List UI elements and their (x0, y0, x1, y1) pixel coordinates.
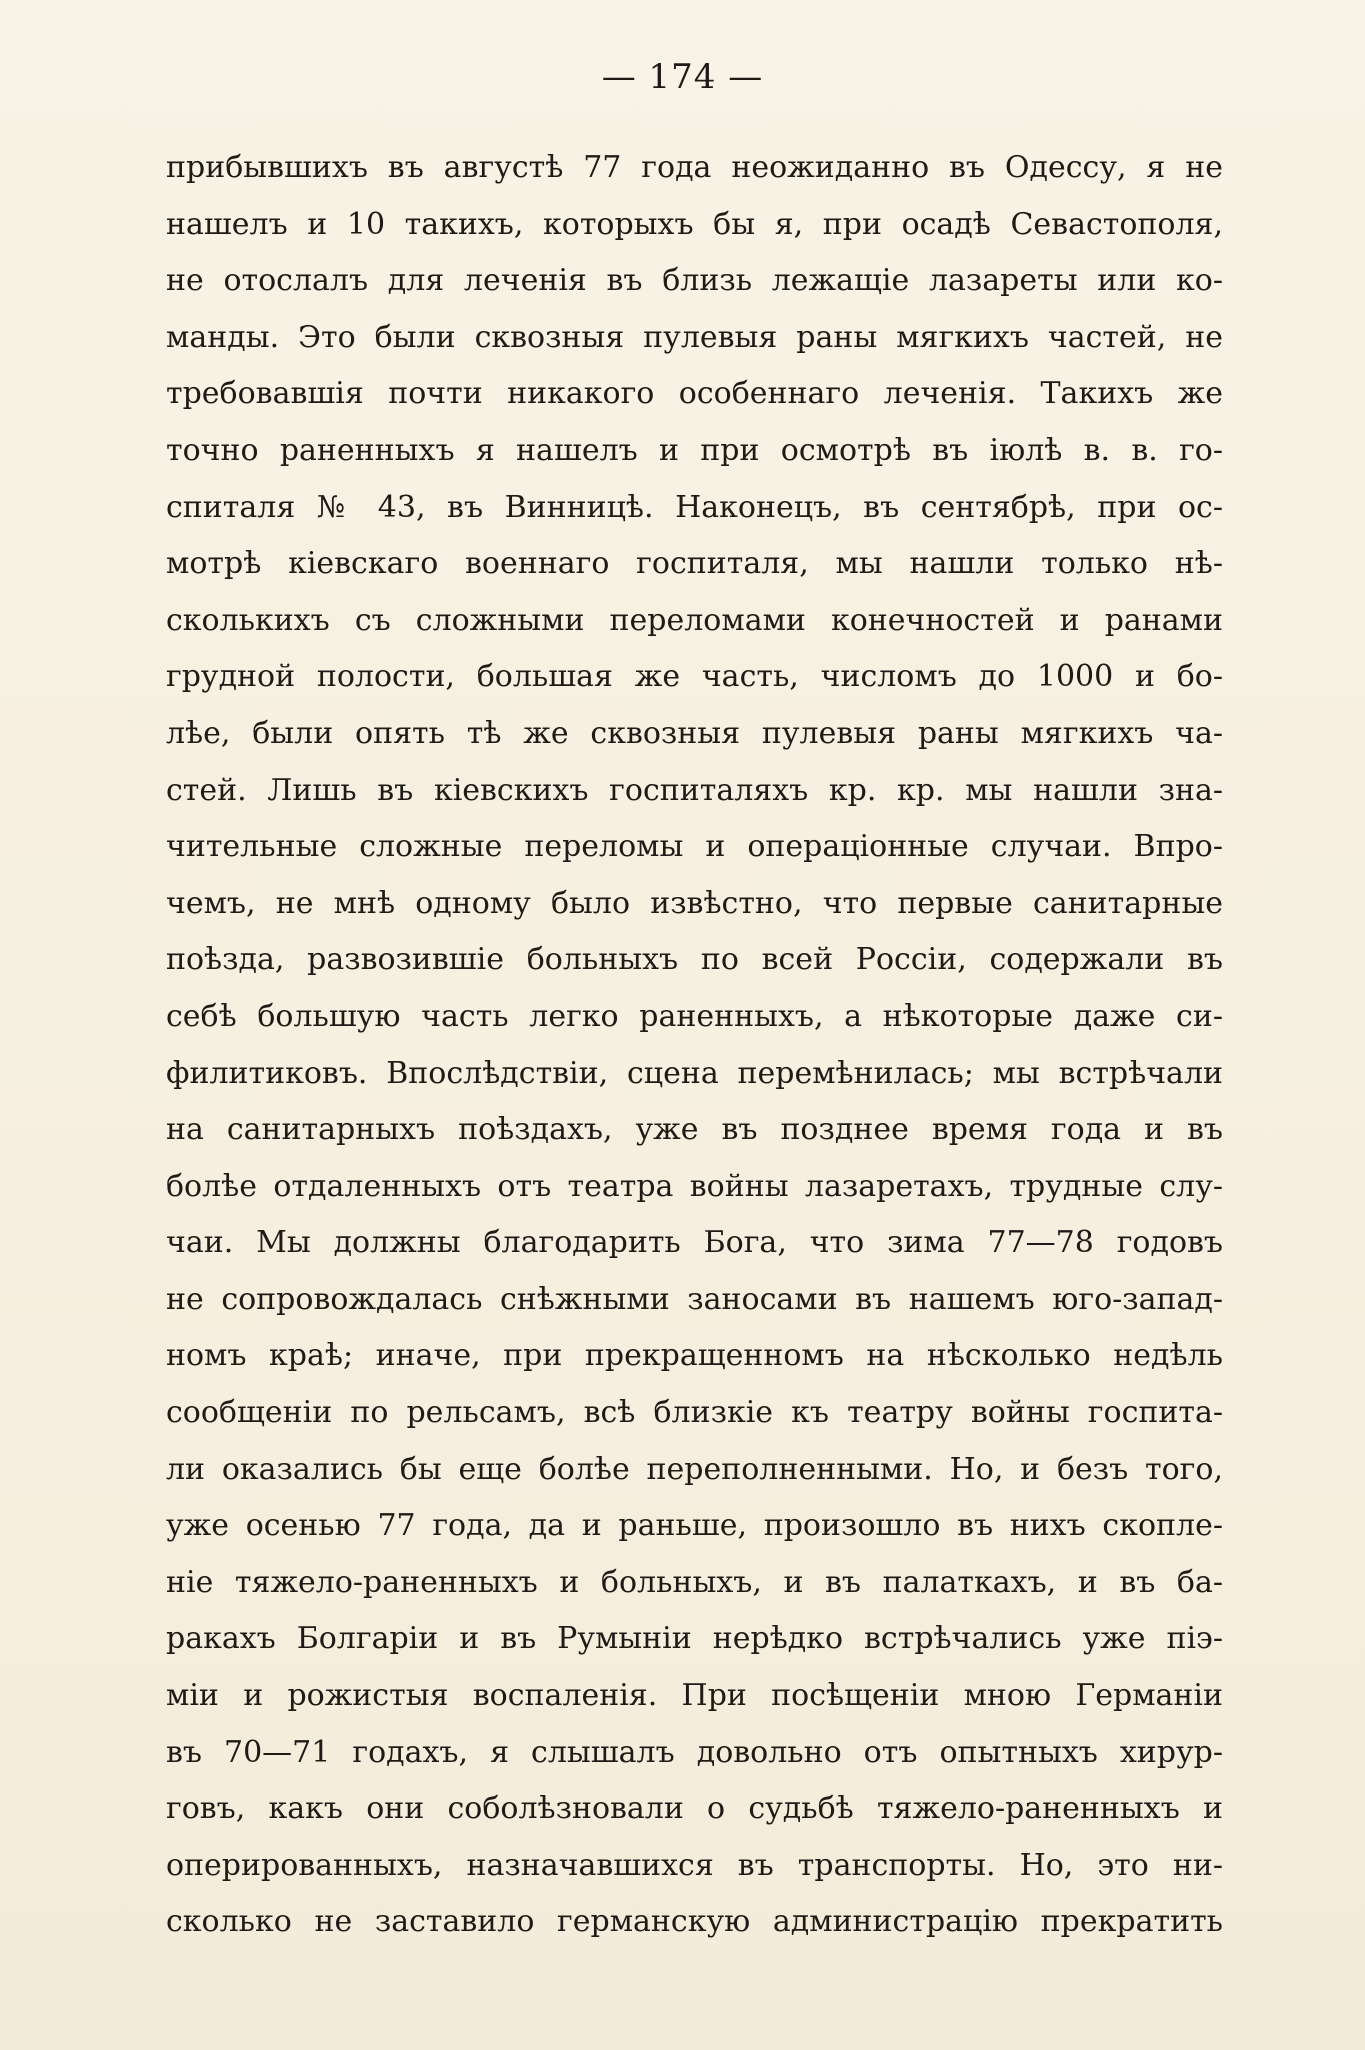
text-line: стей. Лишь въ кіевскихъ госпиталяхъ кр. кр. мы нашли зна- (166, 772, 1223, 808)
text-line: говъ, какъ они соболѣзновали о судьбѣ тяжело-раненныхъ и (166, 1791, 1223, 1827)
text-line: чаи. Мы должны благодарить Бога, что зима 77—78 годовъ (166, 1225, 1223, 1261)
text-line: оперированныхъ, назначавшихся въ транспорты. Но, это ни- (166, 1847, 1223, 1883)
text-line: болѣе отдаленныхъ отъ театра войны лазаретахъ, трудные слу- (166, 1168, 1223, 1204)
text-line: манды. Это были сквозныя пулевыя раны мягкихъ частей, не (166, 319, 1223, 355)
text-line: грудной полости, большая же часть, числомъ до 1000 и бо- (166, 659, 1223, 695)
text-line: не отослалъ для леченія въ близь лежащіе лазареты или ко- (166, 263, 1223, 299)
text-line: себѣ большую часть легко раненныхъ, а нѣкоторые даже си- (166, 998, 1223, 1034)
text-line: ли оказались бы еще болѣе переполненными. Но, и безъ того, (166, 1451, 1223, 1487)
text-line: въ 70—71 годахъ, я слышалъ довольно отъ опытныхъ хирур- (166, 1734, 1223, 1770)
page-number: — 174 — (601, 57, 764, 97)
text-line: сообщеніи по рельсамъ, всѣ близкіе къ театру войны госпита- (166, 1395, 1223, 1431)
text-line: не сопровождалась снѣжными заносами въ нашемъ юго-запад- (166, 1281, 1223, 1317)
text-line: сколько не заставило германскую администрацію прекратить (166, 1904, 1223, 1940)
text-line: уже осенью 77 года, да и раньше, произошло въ нихъ скопле- (166, 1508, 1223, 1544)
text-line: филитиковъ. Впослѣдствіи, сцена перемѣнилась; мы встрѣчали (166, 1055, 1223, 1091)
body-text (166, 140, 1223, 1951)
text-line: спиталя № 43, въ Винницѣ. Наконецъ, въ сентябрѣ, при ос- (166, 489, 1223, 525)
text-line: чемъ, не мнѣ одному было извѣстно, что первые санитарные (166, 885, 1223, 921)
text-line: поѣзда, развозившіе больныхъ по всей Россіи, содержали въ (166, 942, 1223, 978)
text-line: ніе тяжело-раненныхъ и больныхъ, и въ палаткахъ, и въ ба- (166, 1564, 1223, 1600)
text-line: точно раненныхъ я нашелъ и при осмотрѣ въ іюлѣ в. в. го- (166, 432, 1223, 468)
text-line: номъ краѣ; иначе, при прекращенномъ на нѣсколько недѣль (166, 1338, 1223, 1374)
text-line: на санитарныхъ поѣздахъ, уже въ позднее время года и въ (166, 1112, 1223, 1148)
text-line: прибывшихъ въ августѣ 77 года неожиданно въ Одессу, я не (166, 150, 1223, 185)
text-line: чительные сложные переломы и операціонные случаи. Впро- (166, 829, 1223, 865)
text-line: мотрѣ кіевскаго военнаго госпиталя, мы нашли только нѣ- (166, 546, 1223, 582)
text-line: міи и рожистыя воспаленія. При посѣщеніи мною Германіи (166, 1678, 1223, 1714)
text-line: лѣе, были опять тѣ же сквозныя пулевыя раны мягкихъ ча- (166, 715, 1223, 751)
text-line: сколькихъ съ сложными переломами конечностей и ранами (166, 602, 1223, 638)
text-line: ракахъ Болгаріи и въ Румыніи нерѣдко встрѣчались уже пiэ- (166, 1621, 1223, 1657)
text-line: нашелъ и 10 такихъ, которыхъ бы я, при осадѣ Севастополя, (166, 206, 1223, 242)
text-line: требовавшія почти никакого особеннаго леченія. Такихъ же (166, 376, 1223, 412)
